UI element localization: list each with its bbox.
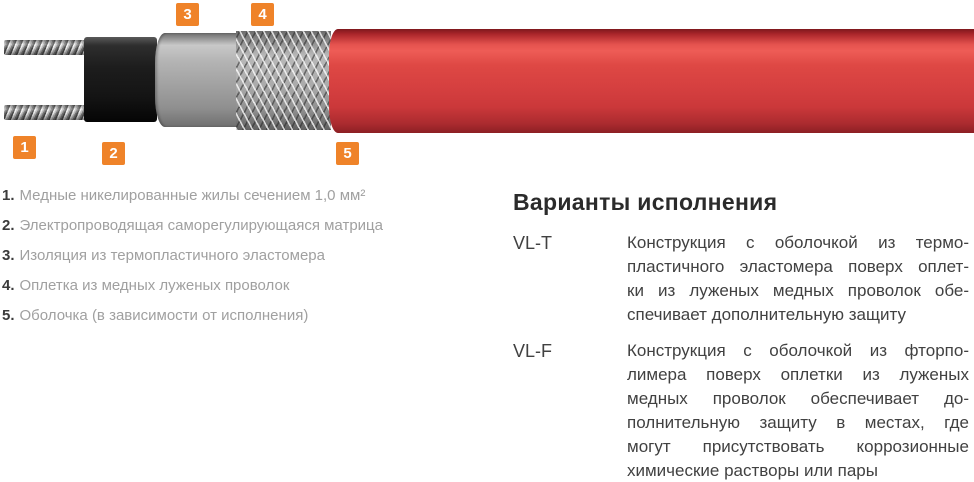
legend-item: [2, 211, 472, 241]
legend-item: [2, 271, 472, 301]
variant-row-vlt: [513, 231, 969, 327]
callout-badge-1: 1: [13, 136, 36, 159]
variant-code: VL-F: [513, 341, 553, 361]
variant-description-line: могут присутствовать коррозионные: [627, 437, 969, 456]
legend-item-number: 3.: [2, 247, 15, 264]
variant-description-line: медных проволок обеспечивает до-: [627, 389, 969, 408]
legend-item: [2, 241, 472, 271]
callout-badge-5: 5: [336, 142, 359, 165]
variant-description-line: Конструкция с оболочкой из фторпо-: [627, 341, 969, 360]
section-title: Варианты исполнения: [513, 189, 778, 215]
conductor-wire-bottom: [4, 105, 86, 120]
variant-description-line: лимера поверх оплетки из луженых: [627, 365, 969, 384]
legend-item-number: 4.: [2, 277, 15, 294]
legend-item-number: 5.: [2, 307, 15, 324]
jacket-layer: [329, 29, 974, 133]
legend-item-number: 2.: [2, 217, 15, 234]
legend-item: [2, 301, 472, 331]
variant-description-line: химические растворы или пары: [627, 461, 878, 480]
legend-item-text: Оплетка из медных луженых проволок: [19, 277, 290, 294]
variant-description-line: Конструкция с оболочкой из термо-: [627, 233, 969, 252]
variant-row-vlf: [513, 339, 969, 482]
callout-badge-3: 3: [176, 3, 199, 26]
callout-badge-2: 2: [102, 142, 125, 165]
legend-item-number: 1.: [2, 187, 15, 204]
variant-description-line: ки из луженых медных проволок обе-: [627, 281, 969, 300]
legend-item-text: Оболочка (в зависимости от исполнения): [19, 307, 309, 324]
braid-layer: [236, 31, 331, 130]
variant-description-line: полнительную защиту в местах, где: [627, 413, 969, 432]
variant-code: VL-T: [513, 233, 553, 253]
variant-description: [627, 231, 969, 327]
insulation-layer: [155, 33, 238, 127]
legend-item-text: Изоляция из термопластичного эластомера: [19, 247, 325, 264]
cable-legend: [2, 181, 472, 331]
variant-description-line: пластичного эластомера поверх оплет-: [627, 257, 969, 276]
conductor-wire-top: [4, 40, 86, 55]
legend-item-text: Медные никелированные жилы сечением 1,0 мм²: [19, 187, 366, 204]
legend-item-text: Электропроводящая саморегулирующаяся матрица: [19, 217, 383, 234]
variant-description: [627, 339, 969, 482]
matrix-layer: [84, 37, 157, 122]
callout-badge-4: 4: [251, 3, 274, 26]
legend-item: [2, 181, 472, 211]
variant-description-line: спечивает дополнительную защиту: [627, 305, 906, 324]
variants-section: [513, 189, 969, 482]
cable-diagram: [0, 0, 974, 175]
